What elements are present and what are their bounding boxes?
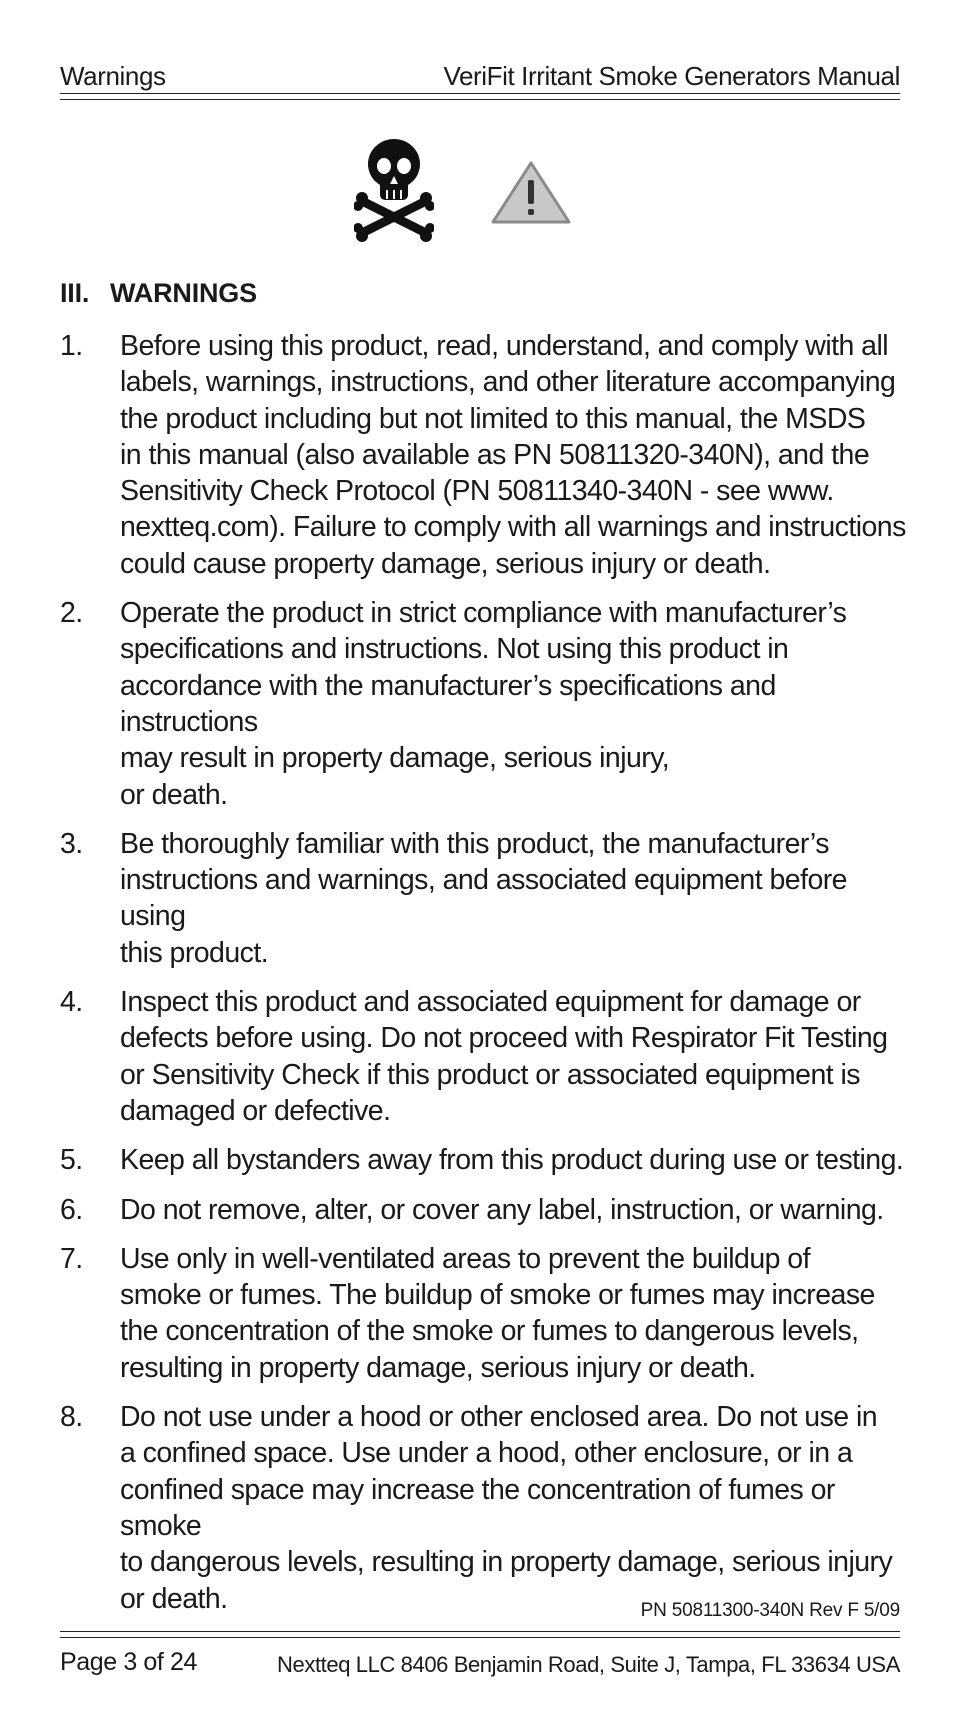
warning-item [60, 1399, 906, 1617]
section-heading [60, 278, 257, 309]
page-number: Page 3 of 24 [60, 1648, 197, 1676]
section-title: WARNINGS [110, 278, 257, 308]
warning-item [60, 984, 906, 1129]
part-number: PN 50811300-340N Rev F 5/09 [640, 1600, 900, 1621]
warning-item [60, 328, 906, 582]
warning-text: Before using this product, read, understand, and comply with all labels, warnings, instructions, and other literature accompanying the product including but not limited to this manual, the MSDS in this manual (also available as PN 50811320-340N), and the Sensitivity Check Protocol (PN 50811340-340N - see www. nextteq.com). Failure to comply with all warnings and instructions could cause property damage, serious injury or death. [120, 330, 906, 580]
warning-number: 8. [60, 1401, 83, 1434]
warning-number: 5. [60, 1144, 83, 1177]
company-address: Nextteq LLC 8406 Benjamin Road, Suite J, Tampa, FL 33634 USA [277, 1652, 900, 1677]
warning-item [60, 826, 906, 971]
warning-text: Be thoroughly familiar with this product, the manufacturer’s instructions and warnings, and associated equipment before using this product. [120, 827, 847, 969]
warning-triangle-icon [490, 160, 572, 226]
section-number: III. [60, 278, 90, 308]
warning-number: 6. [60, 1193, 83, 1226]
hazard-icons [0, 136, 954, 246]
warnings-list [60, 328, 906, 1630]
header-section-label: Warnings [60, 61, 166, 91]
warning-text: Use only in well-ventilated areas to prevent the buildup of smoke or fumes. The buildup of smoke or fumes may increase the concentration of the smoke or fumes to dangerous levels, resulting in property damage, serious injury or death. [120, 1242, 875, 1384]
warning-item [60, 595, 906, 813]
warning-item [60, 1241, 906, 1386]
warning-text: Do not use under a hood or other enclosed area. Do not use in a confined space. Use under a hood, other enclosure, or in a confined space may increase the concentration of fumes or smoke to dangerous levels, resulting in property damage, serious injury or death. [120, 1401, 893, 1615]
footer-divider [60, 1631, 900, 1638]
skull-crossbones-icon [354, 136, 434, 242]
warning-text: Keep all bystanders away from this product during use or testing. [120, 1144, 904, 1177]
page-header [60, 52, 900, 92]
warning-item [60, 1192, 906, 1228]
header-divider [60, 93, 900, 100]
warning-number: 1. [60, 330, 83, 362]
header-manual-title: VeriFit Irritant Smoke Generators Manual [443, 61, 900, 91]
warning-number: 7. [60, 1242, 83, 1275]
warning-number: 4. [60, 986, 83, 1019]
warning-item [60, 1142, 906, 1178]
warning-text: Inspect this product and associated equipment for damage or defects before using. Do not proceed with Respirator Fit Testing or Sensitivity Check if this product or associated equipment is damaged or defective. [120, 986, 888, 1127]
warning-text: Operate the product in strict compliance with manufacturer’s specifications and instructions. Not using this product in accordance with the manufacturer’s specifications and instructions may result in property damage, serious injury, or death. [120, 597, 847, 811]
warning-number: 2. [60, 597, 83, 630]
warning-number: 3. [60, 827, 83, 860]
warning-text: Do not remove, alter, or cover any label, instruction, or warning. [120, 1193, 884, 1226]
